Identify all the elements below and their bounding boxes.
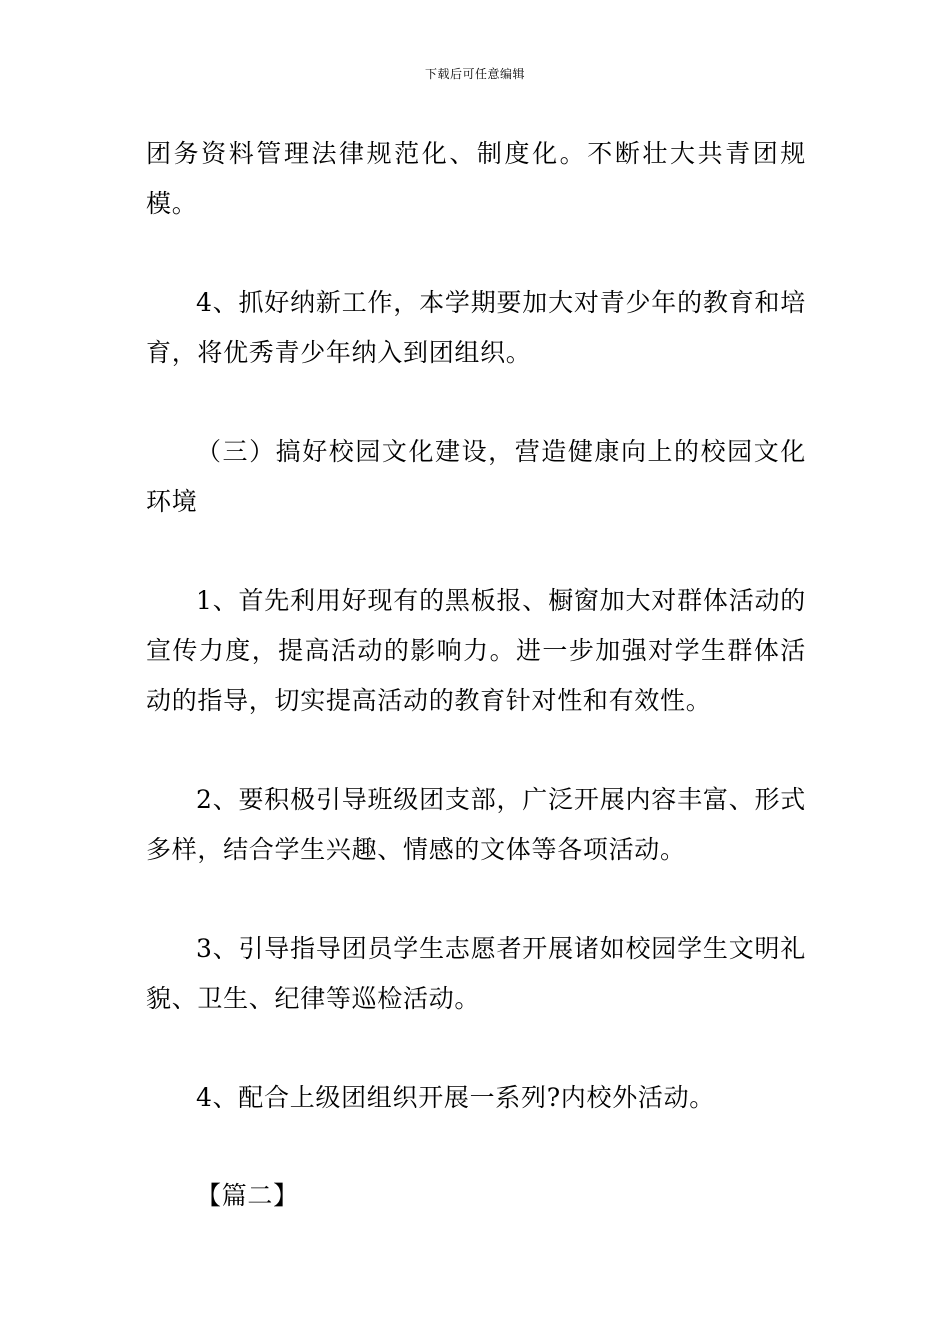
paragraph-item-1: 1、首先利用好现有的黑板报、橱窗加大对群体活动的宣传力度，提高活动的影响力。进一步加强对学生群体活动的指导，切实提高活动的教育针对性和有效性。 xyxy=(146,586,806,715)
paragraph-continuation: 团务资料管理法律规范化、制度化。不断壮大共青团规模。 xyxy=(146,139,806,218)
paragraph-item-3: 3、引导指导团员学生志愿者开展诸如校园学生文明礼貌、卫生、纪律等巡检活动。 xyxy=(146,934,806,1013)
page-header: 下载后可任意编辑 xyxy=(424,67,525,81)
paragraph-gap xyxy=(146,1024,806,1073)
paragraph-gap xyxy=(146,875,806,924)
paragraph-item-4-recruitment: 4、抓好纳新工作，本学期要加大对青少年的教育和培育，将优秀青少年纳入到团组织。 xyxy=(146,288,806,367)
paragraph-gap xyxy=(146,378,806,427)
section-heading-3: （三）搞好校园文化建设，营造健康向上的校园文化环境 xyxy=(146,437,806,516)
paragraph-gap xyxy=(146,229,806,278)
paragraph-gap xyxy=(146,726,806,775)
part-heading: 【篇二】 xyxy=(196,1181,299,1210)
paragraph-gap xyxy=(146,1123,806,1171)
paragraph-item-2: 2、要积极引导班级团支部，广泛开展内容丰富、形式多样，结合学生兴趣、情感的文体等各项活动。 xyxy=(146,785,806,864)
paragraph-gap xyxy=(146,527,806,576)
document-body xyxy=(146,129,806,1221)
paragraph-item-4: 4、配合上级团组织开展一系列?内校外活动。 xyxy=(196,1083,716,1112)
